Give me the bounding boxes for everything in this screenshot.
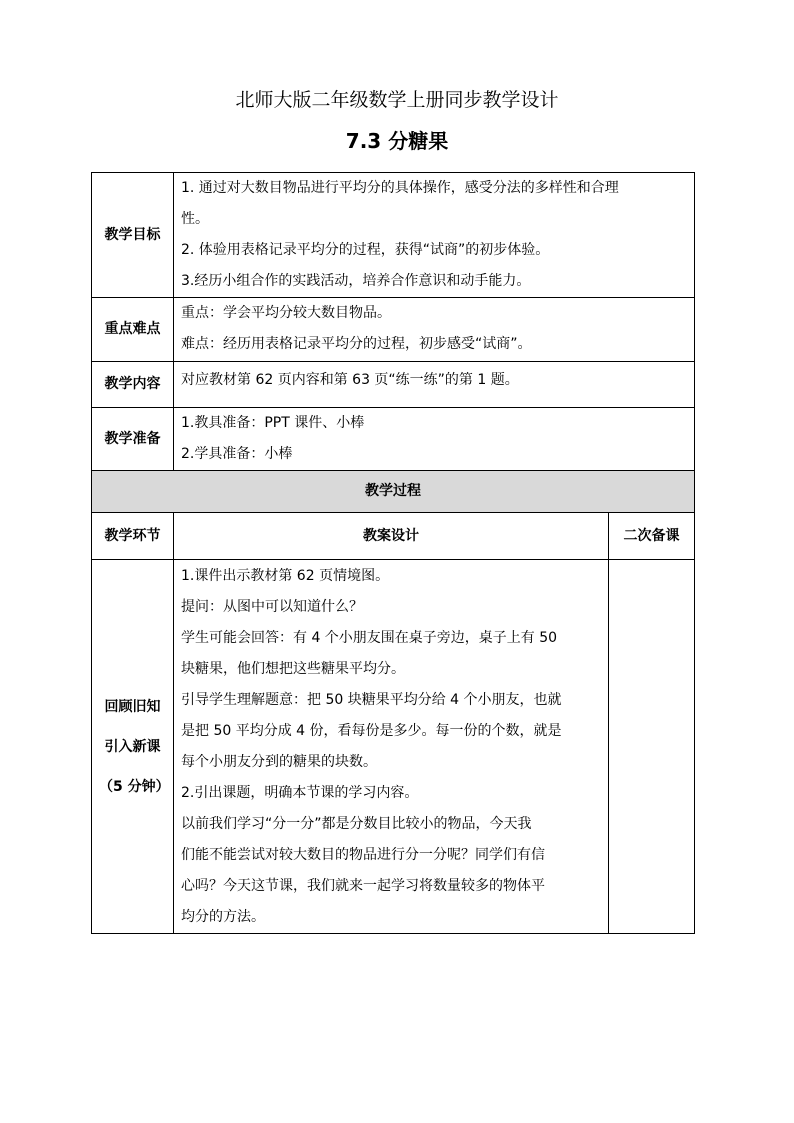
design-line: 提问：从图中可以知道什么？ xyxy=(181,599,363,615)
goals-line: 2. 体验用表格记录平均分的过程，获得“试商”的初步体验。 xyxy=(181,242,550,258)
process-row xyxy=(92,560,695,934)
second-prep-column-header: 二次备课 xyxy=(609,513,695,560)
design-line: 每个小朋友分到的糖果的块数。 xyxy=(181,754,377,770)
design-line: 以前我们学习“分一分”都是分数目比较小的物品，今天我 xyxy=(181,816,532,832)
design-line: 块糖果，他们想把这些糖果平均分。 xyxy=(181,661,405,677)
stage-label-line: （5 分钟） xyxy=(99,778,170,795)
preparation-content xyxy=(174,408,695,471)
design-line: 2.引出课题，明确本节课的学习内容。 xyxy=(181,785,419,801)
design-line: 引导学生理解题意：把 50 块糖果平均分给 4 个小朋友，也就 xyxy=(181,692,562,708)
stage-label-line: 回顾旧知 xyxy=(104,698,161,715)
second-prep-content xyxy=(609,560,695,934)
design-line: 学生可能会回答：有 4 个小朋友围在桌子旁边，桌子上有 50 xyxy=(181,630,558,646)
preparation-label: 教学准备 xyxy=(92,408,174,471)
lesson-title: 7.3 分糖果 xyxy=(345,129,449,153)
stage-column-header: 教学环节 xyxy=(92,513,174,560)
key-points-content xyxy=(174,298,695,362)
goals-line: 3.经历小组合作的实践活动，培养合作意识和动手能力。 xyxy=(181,273,531,289)
design-line: 均分的方法。 xyxy=(181,909,265,925)
process-section-row xyxy=(92,471,695,513)
preparation-line: 1.教具准备：PPT 课件、小棒 xyxy=(181,415,365,431)
goals-content xyxy=(174,173,695,298)
design-line: 们能不能尝试对较大数目的物品进行分一分呢？同学们有信 xyxy=(181,847,545,863)
goals-line: 性。 xyxy=(181,211,209,227)
key-points-label: 重点难点 xyxy=(92,298,174,362)
document-title: 北师大版二年级数学上册同步教学设计 xyxy=(235,89,559,111)
design-line: 是把 50 平均分成 4 份，看每份是多少。每一份的个数，就是 xyxy=(181,723,562,739)
lesson-plan-table xyxy=(91,172,695,934)
goals-row xyxy=(92,173,695,298)
stage-label-line: 引入新课 xyxy=(104,738,161,755)
key-points-line: 难点：经历用表格记录平均分的过程，初步感受“试商”。 xyxy=(181,336,532,352)
preparation-row xyxy=(92,408,695,471)
goals-line: 1. 通过对大数目物品进行平均分的具体操作，感受分法的多样性和合理 xyxy=(181,180,619,196)
goals-label: 教学目标 xyxy=(92,173,174,298)
process-section-title: 教学过程 xyxy=(92,471,695,513)
stage-label xyxy=(92,560,174,934)
key-points-line: 重点：学会平均分较大数目物品。 xyxy=(181,305,391,321)
content-row xyxy=(92,362,695,408)
process-header-row xyxy=(92,513,695,560)
content-label: 教学内容 xyxy=(92,362,174,408)
preparation-line: 2.学具准备：小棒 xyxy=(181,446,293,462)
content-line: 对应教材第 62 页内容和第 63 页“练一练”的第 1 题。 xyxy=(181,372,519,388)
design-content xyxy=(174,560,609,934)
design-line: 心吗？今天这节课，我们就来一起学习将数量较多的物体平 xyxy=(181,878,545,894)
content-content xyxy=(174,362,695,408)
key-points-row xyxy=(92,298,695,362)
design-column-header: 教案设计 xyxy=(174,513,609,560)
design-line: 1.课件出示教材第 62 页情境图。 xyxy=(181,568,390,584)
